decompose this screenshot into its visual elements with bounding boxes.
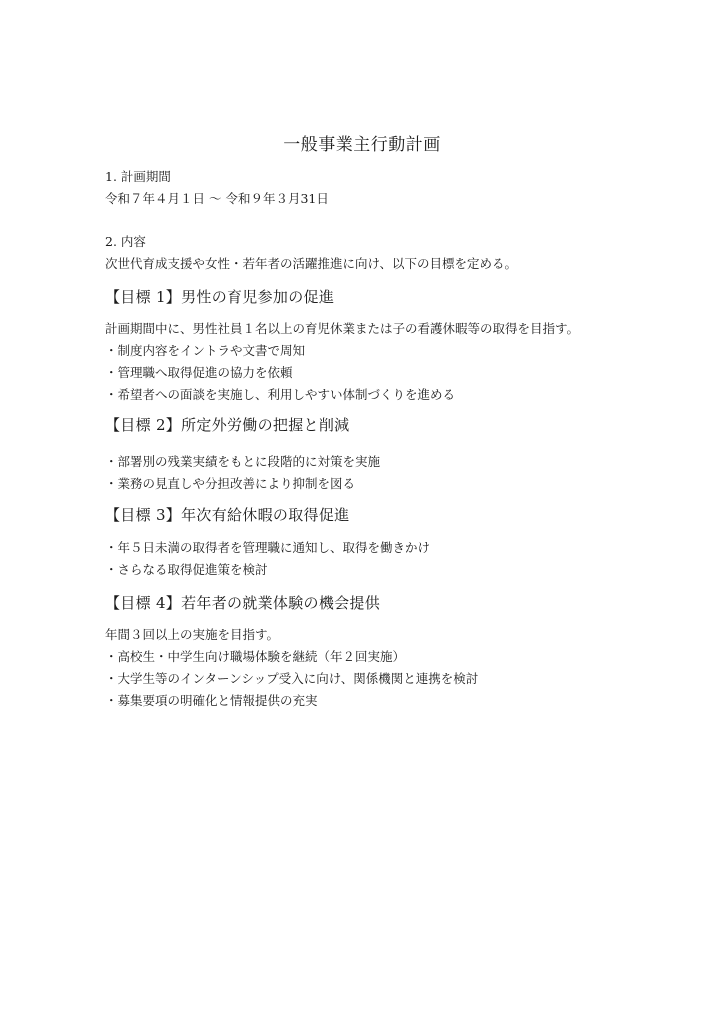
list-item: 計画期間中に、男性社員１名以上の育児休業または子の看護休暇等の取得を目指す。: [105, 321, 580, 336]
period-section: [105, 166, 665, 210]
content-section: [105, 231, 665, 275]
list-item: 年間３回以上の実施を目指す。: [105, 627, 280, 642]
list-item: ・募集要項の明確化と情報提供の充実: [105, 693, 318, 708]
content-intro: 次世代育成支援や女性・若年者の活躍推進に向け、以下の目標を定める。: [105, 256, 518, 271]
goal-2-heading: 【目標 2】所定外労働の把握と削減: [105, 416, 350, 434]
list-item: ・希望者への面談を実施し、利用しやすい体制づくりを進める: [105, 387, 456, 402]
goal-3-list: [105, 537, 665, 581]
list-item: ・さらなる取得促進策を検討: [105, 562, 268, 577]
list-item: ・部署別の残業実績をもとに段階的に対策を実施: [105, 454, 381, 469]
list-item: ・制度内容をイントラや文書で周知: [105, 343, 306, 358]
goal-4-list: [105, 624, 665, 712]
goal-1-heading: 【目標 1】男性の育児参加の促進: [105, 288, 335, 306]
list-item: ・大学生等のインターンシップ受入に向け、関係機関と連携を検討: [105, 671, 479, 686]
list-item: ・業務の見直しや分担改善により抑制を図る: [105, 476, 356, 491]
goal-2-list: [105, 451, 665, 495]
period-value: 令和７年４月１日 〜 令和９年３月31日: [105, 191, 329, 206]
list-item: ・年５日未満の取得者を管理職に通知し、取得を働きかけ: [105, 540, 431, 555]
list-item: ・管理職へ取得促進の協力を依頼: [105, 365, 293, 380]
period-heading: 1. 計画期間: [105, 169, 171, 184]
list-item: ・高校生・中学生向け職場体験を継続（年２回実施）: [105, 649, 406, 664]
goal-3-heading: 【目標 3】年次有給休暇の取得促進: [105, 506, 350, 524]
goal-4-heading: 【目標 4】若年者の就業体験の機会提供: [105, 594, 381, 612]
goal-1-list: [105, 318, 665, 406]
content-heading: 2. 内容: [105, 234, 146, 249]
document-title: 一般事業主行動計画: [283, 135, 441, 155]
